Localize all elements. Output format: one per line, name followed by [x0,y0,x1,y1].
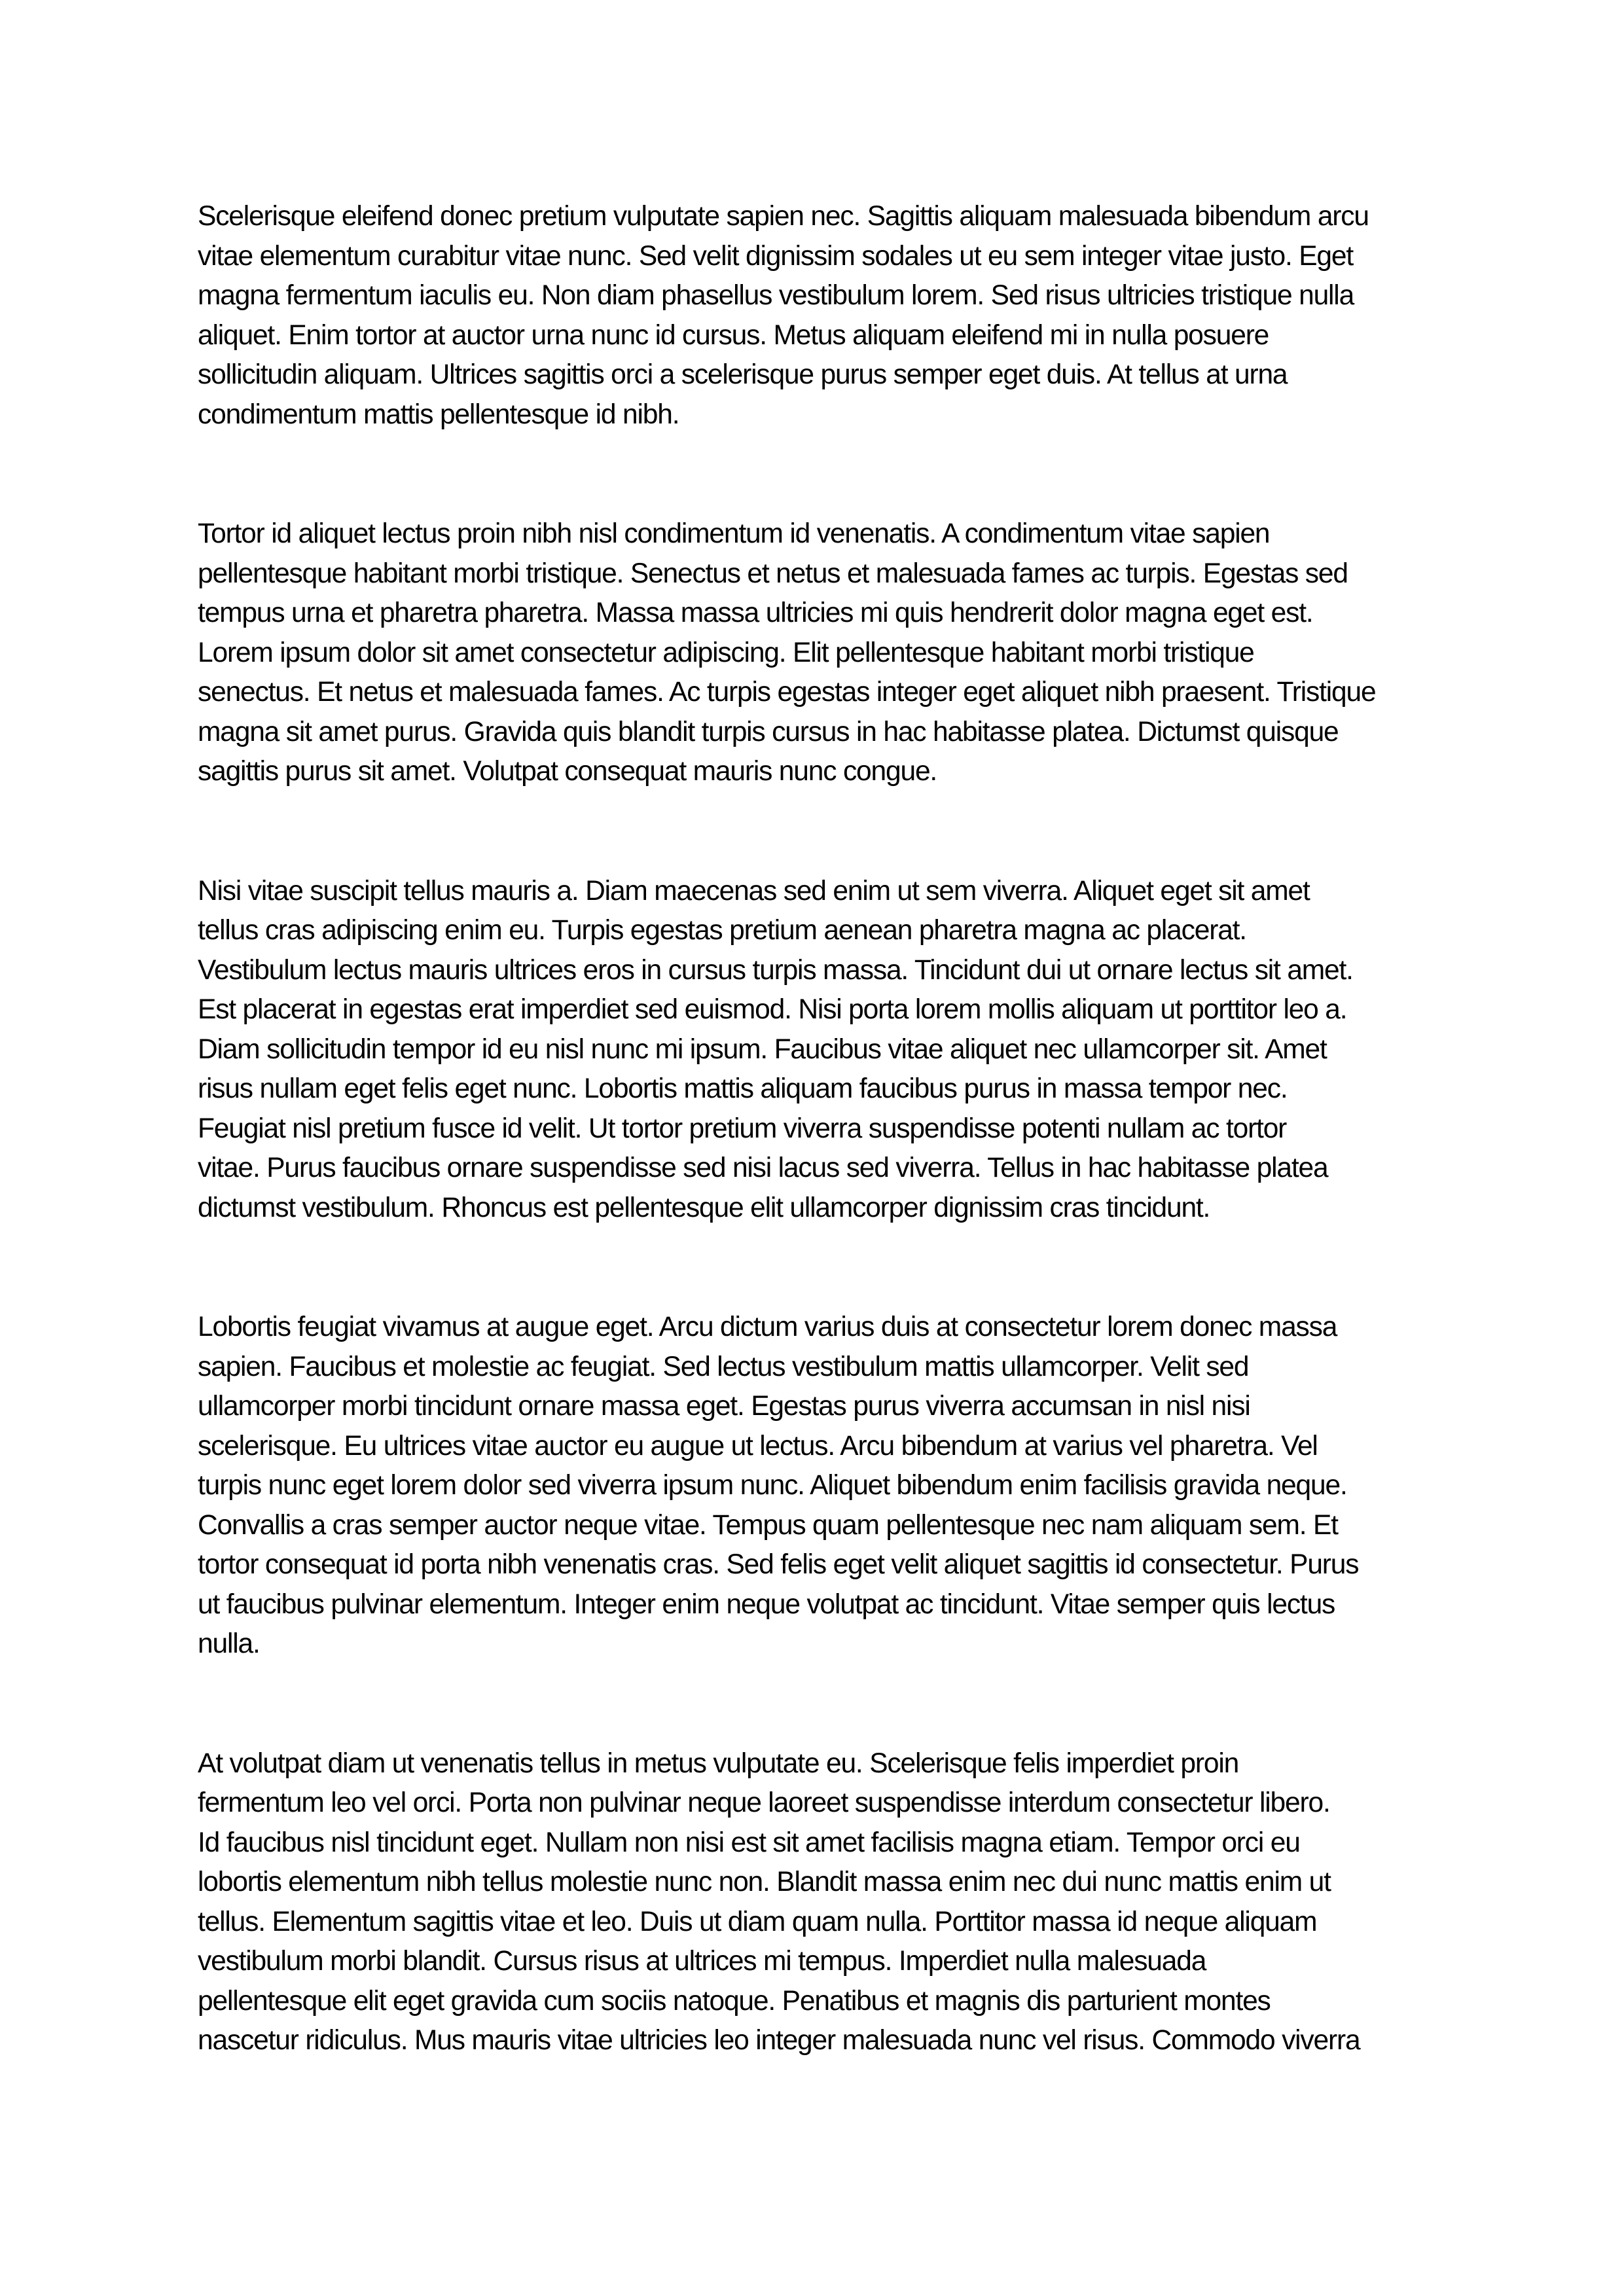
text-line: sapien. Faucibus et molestie ac feugiat. Sed lectus vestibulum mattis ullamcorper. Velit sed [198,1350,1249,1382]
text-line: tempus urna et pharetra pharetra. Massa massa ultricies mi quis hendrerit dolor magna eget est. [198,597,1313,628]
paragraph-4 [198,1307,1441,1664]
text-line: Nisi vitae suscipit tellus mauris a. Diam maecenas sed enim ut sem viverra. Aliquet eget sit amet [198,874,1310,906]
text-line: sollicitudin aliquam. Ultrices sagittis orci a scelerisque purus semper eget duis. At tellus at urna [198,359,1288,390]
paragraph-3 [198,871,1441,1228]
text-line: Tortor id aliquet lectus proin nibh nisl condimentum id venenatis. A condimentum vitae sapien [198,518,1270,549]
text-line: turpis nunc eget lorem dolor sed viverra ipsum nunc. Aliquet bibendum enim facilisis gravida neque. [198,1469,1347,1501]
text-line: dictumst vestibulum. Rhoncus est pellentesque elit ullamcorper dignissim cras tincidunt. [198,1191,1210,1223]
text-line: vestibulum morbi blandit. Cursus risus at ultrices mi tempus. Imperdiet nulla malesuada [198,1945,1206,1977]
text-line: ullamcorper morbi tincidunt ornare massa eget. Egestas purus viverra accumsan in nisl nisi [198,1390,1250,1422]
text-line: aliquet. Enim tortor at auctor urna nunc id cursus. Metus aliquam eleifend mi in nulla posuere [198,319,1269,351]
document-page [198,196,1441,2140]
text-line: pellentesque habitant morbi tristique. Senectus et netus et malesuada fames ac turpis. Egestas sed [198,557,1348,589]
text-line: Scelerisque eleifend donec pretium vulputate sapien nec. Sagittis aliquam malesuada bibendum arcu [198,200,1369,232]
text-line: lobortis elementum nibh tellus molestie nunc non. Blandit massa enim nec dui nunc mattis enim ut [198,1866,1331,1897]
text-line: Est placerat in egestas erat imperdiet sed euismod. Nisi porta lorem mollis aliquam ut porttitor leo a. [198,994,1347,1025]
text-line: Convallis a cras semper auctor neque vitae. Tempus quam pellentesque nec nam aliquam sem. Et [198,1509,1338,1541]
text-line: tortor consequat id porta nibh venenatis cras. Sed felis eget velit aliquet sagittis id consectetur. Purus [198,1549,1359,1580]
text-line: condimentum mattis pellentesque id nibh. [198,398,679,430]
text-line: nascetur ridiculus. Mus mauris vitae ultricies leo integer malesuada nunc vel risus. Commodo viverra [198,2024,1360,2056]
text-line: scelerisque. Eu ultrices vitae auctor eu augue ut lectus. Arcu bibendum at varius vel pharetra. Vel [198,1429,1318,1462]
text-line: Feugiat nisl pretium fusce id velit. Ut tortor pretium viverra suspendisse potenti nullam ac tortor [198,1112,1287,1144]
text-line: pellentesque elit eget gravida cum sociis natoque. Penatibus et magnis dis parturient montes [198,1984,1271,2017]
text-line: fermentum leo vel orci. Porta non pulvinar neque laoreet suspendisse interdum consectetur libero. [198,1787,1330,1818]
text-line: tellus cras adipiscing enim eu. Turpis egestas pretium aenean pharetra magna ac placerat. [198,914,1246,946]
text-line: Vestibulum lectus mauris ultrices eros in cursus turpis massa. Tincidunt dui ut ornare lectus sit amet. [198,954,1353,986]
paragraph-1 [198,196,1441,434]
text-line: senectus. Et netus et malesuada fames. Ac turpis egestas integer eget aliquet nibh praesent. Tristique [198,676,1376,708]
text-line: ut faucibus pulvinar elementum. Integer enim neque volutpat ac tincidunt. Vitae semper quis lectus [198,1588,1335,1620]
text-line: risus nullam eget felis eget nunc. Lobortis mattis aliquam faucibus purus in massa tempor nec. [198,1073,1288,1104]
text-line: tellus. Elementum sagittis vitae et leo. Duis ut diam quam nulla. Porttitor massa id neque aliquam [198,1905,1317,1937]
text-line: At volutpat diam ut venenatis tellus in metus vulputate eu. Scelerisque felis imperdiet proin [198,1747,1239,1779]
text-line: vitae elementum curabitur vitae nunc. Sed velit dignissim sodales ut eu sem integer vitae justo. Eget [198,240,1354,272]
text-line: Lorem ipsum dolor sit amet consectetur adipiscing. Elit pellentesque habitant morbi tristique [198,636,1254,668]
text-line: vitae. Purus faucibus ornare suspendisse sed nisi lacus sed viverra. Tellus in hac habitasse platea [198,1152,1328,1183]
text-line: nulla. [198,1628,260,1659]
text-line: Lobortis feugiat vivamus at augue eget. Arcu dictum varius duis at consectetur lorem donec massa [198,1311,1337,1342]
text-line: magna sit amet purus. Gravida quis blandit turpis cursus in hac habitasse platea. Dictumst quisque [198,715,1339,747]
text-line: sagittis purus sit amet. Volutpat consequat mauris nunc congue. [198,755,937,787]
paragraph-5 [198,1744,1441,2060]
text-line: Id faucibus nisl tincidunt eget. Nullam non nisi est sit amet facilisis magna etiam. Tempor orci eu [198,1826,1300,1858]
text-line: Diam sollicitudin tempor id eu nisl nunc mi ipsum. Faucibus vitae aliquet nec ullamcorper sit. Amet [198,1033,1327,1065]
paragraph-2 [198,514,1441,791]
text-line: magna fermentum iaculis eu. Non diam phasellus vestibulum lorem. Sed risus ultricies tristique nulla [198,279,1354,311]
